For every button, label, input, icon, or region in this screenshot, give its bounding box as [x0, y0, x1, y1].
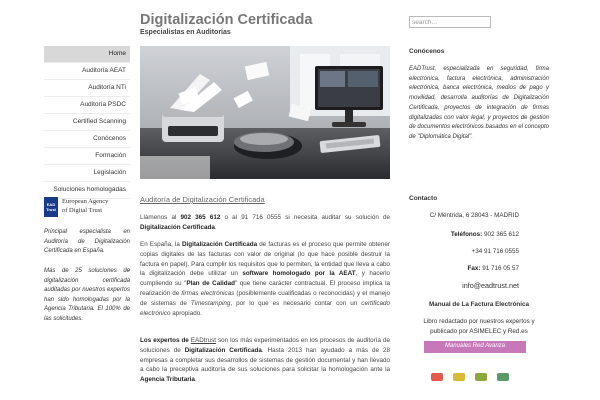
book-banner[interactable] — [424, 341, 526, 353]
book-line-1: Libro redactado por nuestros expertos y — [423, 318, 535, 325]
strong-text: Digitalización Certificada — [140, 223, 215, 231]
side-intro-text: Principal especialista en Auditoría de Digitalización Certificada en España. — [44, 229, 130, 255]
nav-item-conocenos[interactable]: Conócenos — [44, 131, 130, 148]
nav-item-auditoria-aeat[interactable]: Auditoría AEAT — [44, 63, 130, 80]
article-paragraph-2 — [140, 240, 390, 318]
text-run: de facturas es el proceso que permite obtener copias digitales de las facturas con valor de original (lo que hace posible destruir la factura en papel). Para cumplir los requisitos que lo permiten, la entidad que lleva a cabo la digitalización debe utilizar un — [140, 241, 390, 278]
fax-label: Fax: — [467, 265, 481, 272]
nav-item-certified-scanning[interactable]: Certified Scanning — [44, 114, 130, 131]
book-line-2: publicado por ASIMELEC y Red.es — [430, 328, 528, 335]
text-run: (posiblemente cualificadas o reconocidas) y el manejo de sistemas de — [140, 289, 390, 307]
strong-text: Digitalización Certificada — [181, 241, 258, 248]
strong-text: Digitalización Certificada — [184, 346, 262, 354]
text-run: Llámenos al — [140, 214, 181, 221]
text-run: , por lo que es necesario contar con un — [230, 299, 362, 307]
phone-value: 902 365 612 — [483, 231, 519, 238]
contact-email[interactable]: info@eadtrust.net — [462, 281, 519, 290]
sponsor-logos — [431, 371, 521, 383]
strong-text: Agencia Tributaria — [140, 376, 195, 384]
eadtrust-logo[interactable] — [44, 196, 134, 218]
contact-address: C/ Méntrida, 6 28043 - MADRID — [429, 212, 519, 219]
text-run: " que tiene carácter contractual. El proceso implica la realización de — [140, 280, 391, 297]
text-run: son los más experimentados en los procesos de auditoría de soluciones de — [140, 337, 391, 354]
article-title[interactable]: Auditoría de Digitalización Certificada — [140, 195, 265, 204]
office-scanner-illustration — [140, 46, 390, 179]
text-run: . — [214, 223, 217, 231]
text-run: , y hacerlo cumpliendo su " — [140, 270, 390, 288]
article-paragraph-3 — [140, 336, 390, 385]
logo-mark: EAD Trust — [46, 202, 56, 212]
contact-phone — [409, 231, 519, 238]
contact-fax — [409, 265, 519, 272]
contact-heading: Contacto — [409, 195, 438, 202]
eu-flag-icon — [44, 197, 58, 217]
logo-line-1: European Agency — [62, 198, 109, 205]
nav-item-soluciones-homologadas[interactable]: Soluciones homologadas — [44, 182, 130, 199]
logo-line-2: of Digital Trust — [62, 207, 103, 214]
search-input[interactable] — [409, 16, 491, 28]
nav-item-home[interactable]: Home — [44, 46, 130, 63]
strong-text: software homologado por la AEAT — [242, 270, 356, 278]
phone-label: Teléfonos: — [450, 231, 483, 238]
nav-item-legislacion[interactable]: Legislación — [44, 165, 130, 182]
banner-text: Manuales Red Avanza — [444, 343, 506, 349]
sponsor-logo-icon — [453, 373, 465, 381]
em-text: Timestamping — [190, 299, 231, 307]
site-subtitle: Especialistas en Auditorías — [140, 29, 231, 36]
contact-phone-2: +34 91 716 0555 — [471, 248, 519, 255]
text-run: . Hasta 2013 han ayudado a más de 28 empresas a completar sus desarrollos de sistemas de gestión documental y han llevado a cabo la preceptiva auditoría de sus soluciones para solicitar la homologación ante la — [140, 346, 390, 374]
about-text: EADTrust, especializada en seguridad, firma electrónica, factura electrónica, administración electrónica, banca electrónica, medios de pago y movilidad, desarrolla auditorías de Digitalización Certificada, proyectos de integración de firmas digitalizadas con valor legal, y proyectos de gestión de documentos electrónicos basados en el concepto de "Diplomática Digital". — [409, 66, 549, 140]
phone-number: 902 365 612 — [180, 214, 221, 221]
sponsor-logo-icon — [475, 373, 487, 381]
text-run: En España, la — [140, 241, 182, 248]
sponsor-logo-icon — [497, 373, 509, 381]
site-title[interactable]: Digitalización Certificada — [140, 12, 313, 28]
fax-value: 91 716 05 57 — [482, 265, 519, 272]
side-stats-text: Más de 25 soluciones de digitalización certificada auditadas por nuestros expertos han sido homologadas por la Agencia Tributaria. El 100% de las solicitudes. — [44, 268, 130, 322]
book-title[interactable]: Manual de La Factura Electrónica — [428, 301, 530, 308]
text-run: apropiado. — [170, 309, 202, 317]
strong-text: Plan de Calidad — [186, 280, 235, 288]
about-heading: Conócenos — [409, 48, 445, 55]
main-nav — [44, 46, 130, 199]
eadtrust-link[interactable]: EADtrust — [190, 337, 216, 344]
nav-item-formacion[interactable]: Formación — [44, 148, 130, 165]
text-run: . — [194, 376, 197, 384]
nav-item-auditoria-nti[interactable]: Auditoría NTi — [44, 80, 130, 97]
hero-image — [140, 46, 390, 179]
sponsor-logo-icon — [431, 373, 443, 381]
text-run: o al 91 716 0555 si necesita auditar su solución de — [220, 214, 390, 221]
article-paragraph-1 — [140, 213, 390, 233]
em-text: firmas electrónicas — [181, 289, 235, 297]
em-text: certificado electrónico — [140, 299, 390, 317]
strong-text: Los expertos de — [140, 337, 191, 344]
nav-item-auditoria-psdc[interactable]: Auditoría PSDC — [44, 97, 130, 114]
